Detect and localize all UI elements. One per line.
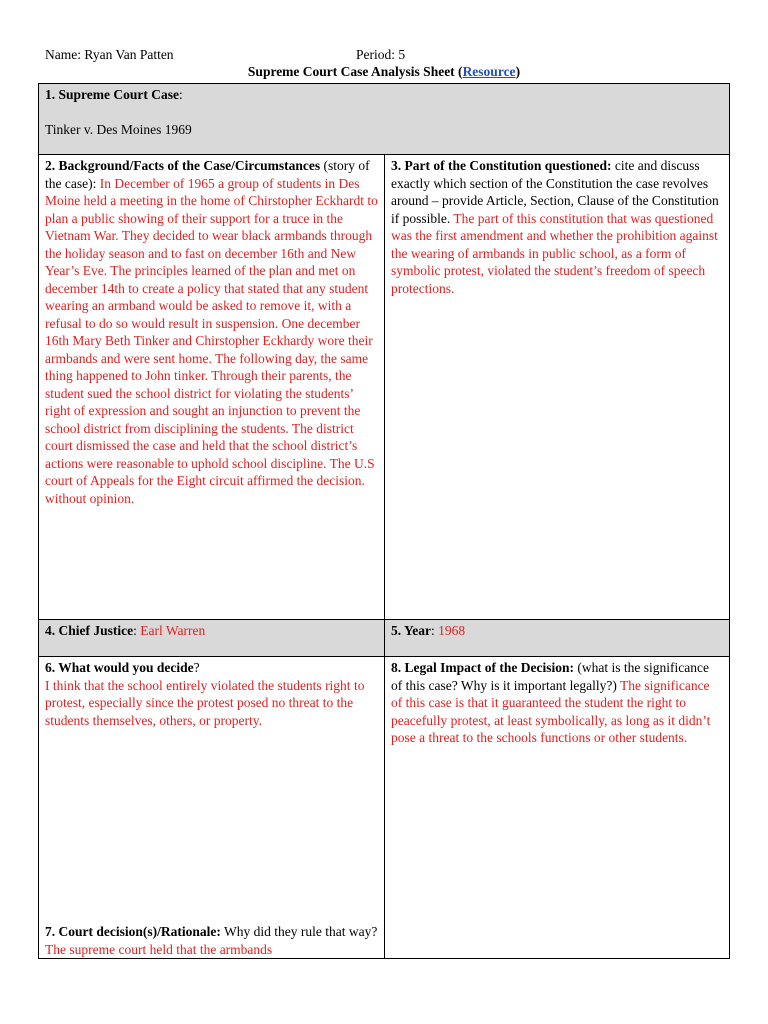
decision-cell <box>39 657 384 959</box>
chief-justice-cell <box>39 620 384 656</box>
decide-qmark: ? <box>193 660 200 675</box>
class-period: Period: 5 <box>356 47 406 62</box>
title-text: Supreme Court Case Analysis Sheet ( <box>247 64 463 79</box>
constitution-label: 3. Part of the Constitution questioned: <box>391 158 612 173</box>
year-cell <box>385 620 729 656</box>
legal-impact-label: 8. Legal Impact of the Decision: <box>391 660 574 675</box>
rationale-label: 7. Court decision(s)/Rationale: <box>45 924 221 939</box>
case-name-cell <box>39 84 729 154</box>
chief-justice-colon: : <box>133 623 137 638</box>
constitution-answer: The part of this constitution that was questioned was the first amendment and whether the prohibition against the wearing of armbands in public school, as a form of symbolic protest, violated the student’s freedom of speech protections. <box>391 210 718 296</box>
resource-link[interactable]: Resource <box>462 64 516 79</box>
chief-justice-label: 4. Chief Justice <box>45 623 134 638</box>
background-cell <box>39 155 385 619</box>
background-label: 2. Background/Facts of the Case/Circumstances <box>45 158 321 173</box>
constitution-cell <box>385 155 729 619</box>
case-name-answer: Tinker v. Des Moines 1969 <box>45 121 192 137</box>
student-header <box>45 47 735 65</box>
decide-label: 6. What would you decide <box>45 660 194 675</box>
case-name-colon: : <box>179 87 183 102</box>
rationale-prompt: Why did they rule that way? <box>224 924 378 939</box>
year-colon: : <box>431 623 435 638</box>
student-name: Name: Ryan Van Patten <box>45 47 174 62</box>
year-answer: 1968 <box>438 623 466 638</box>
legal-impact-prompt: (what is the significance of this case? Why is it important legally?) <box>391 660 709 693</box>
constitution-prompt: cite and discuss exactly which section of the Constitution the case revolves around – provide Article, Section, Clause of the Constitution if possible. <box>391 158 719 226</box>
analysis-table <box>38 83 730 959</box>
sheet-title <box>0 64 768 80</box>
rationale-block <box>45 923 378 958</box>
legal-impact-answer: The significance of this case is that it guaranteed the student the right to peacefully protest, at least symbolically, as long as it didn’t pose a threat to the schools functions or other students. <box>391 677 711 745</box>
background-answer: In December of 1965 a group of students in Des Moine held a meeting in the home of Chirstopher Eckhardt to plan a public showing of their support for a truce in the Vietnam War. They decided to wear black armbands through the holiday season and to fast on december 16th and New Year’s Eve. The principles learned of the plan and met on december 14th to create a policy that stated that any student wearing an armband would be asked to remove it, with a refusal to do so would result in suspension. One december 16th Mary Beth Tinker and Chirstopher Eckhardy wore their armbands and were sent home. The following day, the same thing happened to John tinker. Through their parents, the student sued the school district for violating the students’ right of expression and sought an injunction to prevent the school district from disciplining the students. The district court dismissed the case and held that the school district’s actions were reasonable to uphold school discipline. The U.S court of Appeals for the Eight circuit affirmed the decision. without opinion. <box>45 175 378 506</box>
rationale-answer: The supreme court held that the armbands <box>45 941 273 957</box>
chief-justice-answer: Earl Warren <box>140 623 206 638</box>
decide-answer: I think that the school entirely violated the students right to protest, especially since the protest posed no threat to the students themselves, others, or property. <box>45 677 365 728</box>
case-name-label: 1. Supreme Court Case <box>45 87 179 102</box>
legal-impact-cell <box>385 657 729 959</box>
background-prompt: (story of the case): <box>45 158 370 191</box>
year-label: 5. Year <box>391 623 431 638</box>
title-close: ) <box>515 64 521 79</box>
